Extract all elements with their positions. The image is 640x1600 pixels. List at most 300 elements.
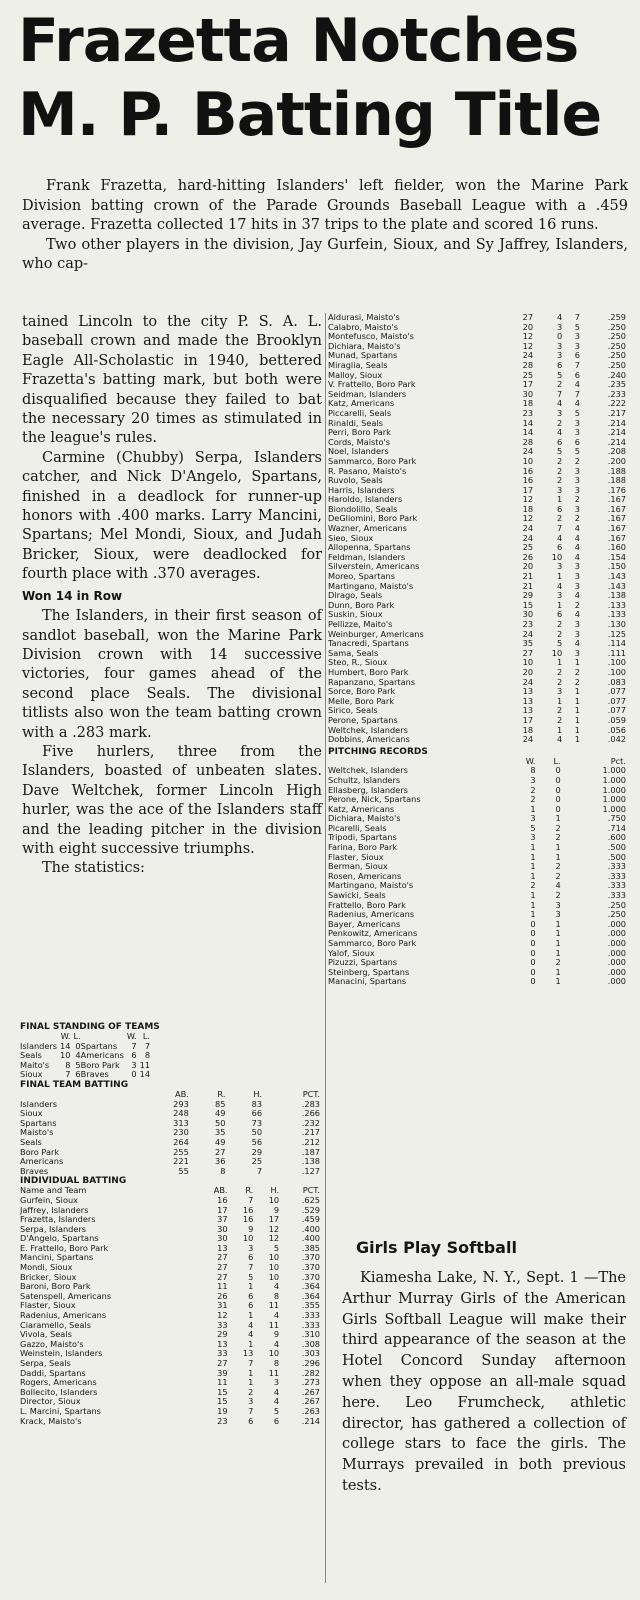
team-batting-row-cell: 55 (178, 1165, 189, 1176)
batting-row-cell: 6 (248, 1290, 254, 1301)
team-batting-row-cell: Maisto's (20, 1127, 54, 1138)
batting-row-cell: Miraglia, Seals (328, 360, 388, 370)
team-batting-row (20, 1138, 320, 1148)
pitching-row-cell: 1.000 (602, 794, 626, 805)
batting-row-cell: 31 (217, 1300, 228, 1311)
pitching-row-header-cell (328, 757, 504, 767)
batting-row-cell: Flaster, Sioux (20, 1300, 76, 1311)
batting-row-cell: 16 (522, 465, 534, 476)
batting-row-cell: 7 (556, 523, 563, 534)
lead-paragraph-1: Frank Frazetta, hard-hitting Islanders' left fielder, won the Marine Park Division batting crown of the Parade Grounds Baseball League with a .459 average. Frazetta collected 17 hits in 37 trips to the plate and scored 16 runs. (22, 178, 628, 233)
pitching-row-cell: Ellasberg, Islanders (328, 785, 408, 795)
batting-row-cell: 3 (574, 647, 580, 658)
batting-row-cell: Frazetta, Islanders (20, 1214, 96, 1225)
team-batting-row-cell: 7 (256, 1165, 263, 1176)
batting-row-cell: Feldman, Islanders (328, 552, 406, 562)
batting-row-cell: .250 (607, 321, 626, 332)
batting-row-cell: Seidman, Islanders (328, 389, 407, 399)
pitching-row (328, 862, 626, 872)
team-batting-row-cell: .138 (301, 1156, 320, 1167)
pitching-row (328, 824, 626, 834)
batting-row (328, 658, 626, 668)
batting-row (328, 447, 626, 457)
team-batting-row-cell: 85 (215, 1098, 226, 1109)
batting-row-cell: Pellizze, Maito's (328, 620, 393, 629)
standing-row-cell: 3 (131, 1059, 137, 1070)
batting-row-cell: 6 (556, 542, 563, 553)
pitching-row-cell: 1 (530, 803, 536, 814)
batting-row-cell: .310 (301, 1329, 320, 1340)
batting-row-cell: 10 (522, 657, 534, 668)
batting-row-cell: 10 (268, 1194, 280, 1205)
batting-row (328, 514, 626, 524)
batting-row-cell: Ruvolo, Seals (328, 476, 383, 486)
pitching-row-cell: .000 (607, 947, 626, 958)
pitching-row-cell: Dichiara, Maisto's (328, 814, 401, 824)
batting-row-cell: .133 (607, 609, 626, 620)
standings-table (20, 1032, 150, 1080)
batting-row-cell: .459 (301, 1214, 320, 1225)
batting-row-cell: 6 (556, 609, 563, 620)
batting-row-cell: 4 (273, 1386, 280, 1397)
standing-row-header-cell: W. (126, 1031, 137, 1041)
team-batting-row-header-cell: R. (217, 1088, 226, 1099)
batting-row-cell: 35 (522, 638, 534, 649)
batting-row-cell: 30 (217, 1223, 228, 1234)
pitching-row-cell: 1 (555, 966, 561, 977)
pitching-row (328, 891, 626, 901)
batting-row-cell: .214 (607, 427, 626, 438)
batting-row (328, 495, 626, 505)
batting-row (328, 390, 626, 400)
paragraph-statistics: The statistics: (42, 860, 145, 877)
batting-row-cell: Satenspell, Americans (20, 1290, 112, 1301)
batting-row-cell: 1 (574, 724, 580, 735)
batting-row-cell: .250 (607, 350, 626, 361)
batting-row-cell: 6 (556, 436, 563, 447)
batting-row-cell: .143 (607, 571, 626, 582)
standing-row-cell: 7 (131, 1040, 137, 1051)
pitching-row-cell: .714 (607, 822, 626, 833)
team-batting-row-cell: .266 (301, 1108, 320, 1119)
batting-row-cell: 1 (556, 657, 563, 668)
batting-row-cell: 3 (574, 619, 580, 629)
batting-row (328, 687, 626, 697)
batting-row-cell: .364 (301, 1290, 320, 1301)
batting-row-cell: 1 (248, 1377, 254, 1388)
batting-row-cell: 1 (556, 599, 563, 610)
batting-row-cell: 20 (522, 666, 534, 677)
pitching-row (328, 814, 626, 824)
batting-row-cell: 3 (574, 417, 580, 428)
batting-row-cell: 6 (574, 369, 580, 380)
batting-row-cell: Dirago, Seals (328, 591, 383, 601)
batting-row (328, 332, 626, 342)
batting-row-cell: .625 (301, 1194, 320, 1205)
batting-row-header-cell: AB. (213, 1185, 228, 1196)
batting-row (328, 562, 626, 572)
statistics-right (328, 313, 626, 987)
batting-row-cell: 4 (574, 638, 580, 649)
batting-row-cell: 4 (556, 398, 563, 409)
team-batting-row-cell: Braves (20, 1165, 49, 1176)
batting-row-cell: 13 (242, 1348, 254, 1359)
batting-row (328, 361, 626, 371)
team-batting-row (20, 1109, 320, 1119)
team-batting-row-cell: .232 (301, 1117, 320, 1128)
batting-row-cell: .160 (607, 542, 626, 553)
batting-row-cell: 17 (268, 1214, 280, 1225)
batting-row-cell: Baroni, Boro Park (20, 1281, 91, 1292)
batting-row-cell: Radenius, Americans (20, 1310, 107, 1321)
pitching-row-cell: 4 (555, 880, 561, 891)
batting-row-cell: Mancini, Spartans (20, 1252, 94, 1263)
batting-row-cell: 5 (574, 407, 580, 418)
team-batting-row-cell: Americans (20, 1156, 64, 1167)
batting-row-cell: 27 (217, 1271, 228, 1282)
batting-row-cell: .273 (301, 1377, 320, 1388)
pitching-row-cell: 1 (530, 842, 536, 853)
pitching-row-cell: 1 (530, 870, 536, 881)
pitching-row-cell: 1 (530, 899, 536, 910)
pitching-row (328, 968, 626, 978)
pitching-row-cell: 1 (555, 938, 561, 948)
batting-row-cell: .214 (607, 436, 626, 447)
batting-row-cell: 2 (574, 676, 580, 687)
batting-row-cell: .233 (607, 388, 626, 399)
batting-row-cell: 1 (556, 571, 563, 582)
pitching-row-cell: Rosen, Americans (328, 871, 402, 881)
batting-row-cell: .200 (607, 455, 626, 466)
pitching-title: PITCHING RECORDS (328, 746, 428, 757)
pitching-row-cell: 1 (555, 842, 561, 853)
batting-row-cell: .282 (301, 1367, 320, 1378)
batting-row (328, 476, 626, 486)
batting-row-cell: 6 (248, 1300, 254, 1311)
batting-row-cell: Daddi, Spartans (20, 1367, 86, 1378)
pitching-row-cell: 2 (555, 832, 561, 843)
team-batting-row-cell: 49 (215, 1108, 226, 1119)
batting-row-cell: 8 (273, 1290, 280, 1301)
team-batting-row-cell: 313 (173, 1117, 189, 1128)
team-batting-title: FINAL TEAM BATTING (20, 1079, 129, 1090)
batting-row-cell: 13 (522, 686, 534, 697)
batting-row-cell: 1 (574, 686, 580, 697)
pitching-row-cell: Sammarco, Boro Park (328, 939, 417, 948)
batting-row-cell: 2 (556, 417, 563, 428)
batting-row-cell: Gazzo, Maisto's (20, 1338, 84, 1349)
batting-row-cell: 30 (217, 1233, 228, 1244)
batting-row (328, 380, 626, 390)
batting-row-cell: 5 (248, 1271, 254, 1282)
pitching-row (328, 939, 626, 949)
pitching-row-cell: 3 (530, 832, 536, 843)
team-batting-row-cell: 221 (173, 1156, 189, 1167)
batting-row-cell: .267 (301, 1396, 320, 1407)
batting-row-cell: 11 (268, 1367, 280, 1378)
team-batting-row-cell: Spartans (20, 1117, 57, 1128)
headline-line-1: Frazetta Notches (18, 6, 579, 76)
batting-row-header-cell: PCT. (302, 1185, 320, 1196)
batting-row-cell: Weltchek, Islanders (328, 725, 408, 735)
batting-row-cell: 18 (522, 503, 534, 514)
batting-row (328, 649, 626, 659)
batting-row-cell: .222 (607, 398, 626, 409)
batting-row-cell: 13 (217, 1242, 228, 1253)
pitching-row-cell: 0 (555, 774, 561, 785)
batting-row-cell: 30 (522, 388, 534, 399)
batting-row-cell: 12 (522, 331, 534, 342)
pitching-row-cell: .000 (607, 928, 626, 939)
batting-row-cell: 10 (268, 1348, 280, 1359)
batting-row-cell: 3 (556, 350, 563, 361)
batting-row-cell: 4 (248, 1329, 254, 1340)
pitching-row-cell: 0 (530, 966, 536, 977)
batting-row-cell: 5 (556, 369, 563, 380)
pitching-row-cell: .333 (607, 880, 626, 891)
batting-row-cell: 3 (556, 484, 563, 495)
batting-row-cell: .167 (607, 513, 626, 524)
pitching-row-cell: Bayer, Americans (328, 919, 401, 929)
batting-row-cell: 13 (522, 705, 534, 716)
batting-row-cell: 2 (556, 465, 563, 476)
pitching-row-cell: 3 (530, 774, 536, 785)
pitching-row-cell: 1 (555, 813, 561, 824)
batting-row-cell: 28 (522, 359, 534, 370)
pitching-row (328, 920, 626, 930)
pitching-row-cell: 0 (530, 976, 536, 987)
batting-row-cell: .114 (607, 638, 626, 649)
pitching-row-cell: Farina, Boro Park (328, 843, 398, 853)
batting-row-cell: Bricker, Sioux (20, 1271, 77, 1282)
batting-row (328, 735, 626, 745)
batting-row-cell: 3 (574, 571, 580, 582)
lead-paragraph-2: Two other players in the division, Jay Gurfein, Sioux, and Sy Jaffrey, Islanders, who cap- (22, 236, 628, 272)
batting-row-cell: 7 (248, 1194, 254, 1205)
batting-row-cell: 2 (556, 676, 563, 687)
pitching-row-cell: Tripodi, Spartans (328, 833, 397, 843)
batting-row-cell: 3 (574, 628, 580, 639)
standing-row-cell: 8 (144, 1050, 151, 1061)
column-divider (325, 313, 326, 1583)
pitching-row-cell: 0 (555, 794, 561, 805)
batting-row-cell: .267 (301, 1386, 320, 1397)
batting-row (328, 582, 626, 592)
pitching-row-cell: .600 (607, 832, 626, 843)
batting-row-cell: 1 (574, 714, 580, 725)
batting-row (328, 697, 626, 707)
batting-row-cell: .303 (301, 1348, 320, 1359)
batting-row-cell: 27 (522, 647, 534, 658)
pitching-row-cell: .000 (607, 957, 626, 968)
batting-row (328, 313, 626, 323)
batting-row-cell: 12 (522, 494, 534, 505)
batting-row-cell: 4 (574, 609, 580, 620)
batting-row-cell: .250 (607, 331, 626, 342)
standing-row-header-cell: L. (142, 1031, 151, 1041)
batting-row-cell: Sieo, Sioux (328, 533, 374, 543)
batting-row-cell: Silverstein, Americans (328, 562, 420, 572)
batting-row-cell: .259 (607, 312, 626, 322)
batting-row-cell: Montefusco, Maisto's (328, 332, 414, 342)
team-batting-row-header-cell: AB. (174, 1088, 189, 1099)
batting-row-cell: 4 (556, 312, 563, 322)
batting-row (328, 524, 626, 534)
batting-row-cell: 4 (574, 590, 580, 601)
batting-row-cell: .154 (607, 551, 626, 562)
batting-row-cell: 10 (551, 551, 563, 562)
batting-row-cell: .355 (301, 1300, 320, 1311)
pitching-row-header-cell: W. (525, 755, 536, 766)
batting-row-cell: 4 (273, 1396, 280, 1407)
batting-row-header-cell: H. (270, 1185, 280, 1196)
batting-row-cell: 18 (522, 398, 534, 409)
batting-row-cell: Sirico, Seals (328, 706, 378, 716)
batting-row (328, 716, 626, 726)
batting-row-cell: .188 (607, 475, 626, 486)
batting-row-cell: 37 (217, 1214, 228, 1225)
batting-row-cell: .214 (607, 417, 626, 428)
batting-row-cell: 3 (556, 686, 563, 697)
batting-row-cell: 23 (522, 619, 534, 629)
batting-row-header-cell: Name and Team (20, 1185, 87, 1196)
batting-row-cell: Steo, R., Sioux (328, 658, 388, 668)
batting-row-cell: 5 (574, 446, 580, 457)
batting-row-cell: 15 (217, 1396, 228, 1407)
team-batting-row-cell: 255 (173, 1146, 189, 1157)
batting-row-cell: 2 (556, 475, 563, 486)
batting-row (328, 630, 626, 640)
statistics-left (20, 1022, 324, 1426)
batting-row-cell: Vivola, Seals (20, 1329, 72, 1340)
pitching-row-cell: 1 (555, 976, 561, 987)
batting-row (328, 553, 626, 563)
pitching-row-cell: 1 (555, 851, 561, 862)
pitching-row-cell: Penkowitz, Americans (328, 929, 418, 939)
pitching-row-cell: 1 (530, 851, 536, 862)
standing-row-cell: 14 (139, 1069, 151, 1080)
batting-row-cell: Sammarco, Boro Park (328, 456, 417, 466)
batting-row-cell: .059 (607, 714, 626, 725)
batting-row-cell: 24 (522, 734, 534, 745)
batting-row-cell: 30 (522, 609, 534, 620)
pitching-row-cell: Sawicki, Seals (328, 891, 386, 901)
pitching-row-header (328, 757, 626, 767)
batting-row (328, 610, 626, 620)
batting-row-cell: Moreo, Spartans (328, 572, 395, 582)
pitching-row-header-cell: L. (553, 755, 561, 766)
article-left-column (22, 313, 322, 879)
standing-row-cell: 4 (75, 1050, 81, 1061)
batting-row-cell: 21 (522, 571, 534, 582)
batting-row-cell: Mondi, Sioux (20, 1262, 73, 1273)
batting-row-cell: 3 (574, 331, 580, 342)
batting-row (328, 438, 626, 448)
pitching-row (328, 929, 626, 939)
team-batting-row-cell: Islanders (20, 1098, 58, 1109)
batting-row-cell: 17 (522, 484, 534, 495)
batting-row-cell: .296 (301, 1358, 320, 1368)
batting-row-cell: 10 (268, 1271, 280, 1282)
batting-row-cell: .308 (301, 1338, 320, 1349)
batting-row-cell: 10 (551, 647, 563, 658)
pitching-row-cell: .000 (607, 976, 626, 987)
batting-row-cell: .263 (301, 1405, 320, 1416)
standing-row-cell: 0 (131, 1069, 137, 1080)
pitching-row (328, 795, 626, 805)
team-batting-row-cell: .283 (301, 1098, 320, 1109)
batting-row (328, 601, 626, 611)
batting-row-cell: 13 (522, 695, 534, 706)
batting-row-cell: 7 (574, 312, 580, 322)
pitching-row-cell: Martingano, Maisto's (328, 881, 414, 891)
batting-row (328, 678, 626, 688)
batting-row-cell: 3 (574, 503, 580, 514)
batting-row-cell: 3 (574, 484, 580, 495)
batting-row-cell: 5 (574, 321, 580, 332)
standing-row-cell: 5 (75, 1059, 81, 1070)
team-batting-row (20, 1167, 320, 1177)
batting-row-cell: Wazner, Americans (328, 524, 407, 534)
batting-row-cell: .250 (607, 340, 626, 351)
batting-row-cell: 10 (268, 1252, 280, 1263)
standing-row-cell: 7 (144, 1040, 151, 1051)
batting-row-cell: 6 (574, 350, 580, 361)
standing-row-cell: 10 (60, 1050, 71, 1061)
pitching-row-cell: 1 (555, 928, 561, 939)
pitching-row-cell: 0 (530, 957, 536, 968)
batting-row-cell: 24 (522, 676, 534, 687)
batting-row-cell: .529 (301, 1204, 320, 1215)
batting-row-cell: .130 (607, 619, 626, 629)
individual-batting-title: INDIVIDUAL BATTING (20, 1176, 127, 1187)
pitching-row-cell: Weltchek, Islanders (328, 766, 408, 776)
batting-row-cell: Sama, Seals (328, 648, 379, 658)
batting-row-cell: 4 (574, 379, 580, 390)
batting-row-cell: 3 (556, 321, 563, 332)
pitching-row-cell: Perone, Nick, Spartans (328, 795, 421, 805)
batting-row-cell: 2 (574, 455, 580, 466)
team-batting-row-cell: Boro Park (20, 1146, 60, 1157)
batting-row-cell: 24 (522, 350, 534, 361)
standing-row-cell: 8 (65, 1059, 71, 1070)
batting-row-cell: .042 (607, 734, 626, 745)
team-batting-row-cell: 50 (215, 1117, 226, 1128)
team-batting-row-cell: 248 (173, 1108, 189, 1119)
pitching-row (328, 853, 626, 863)
batting-row-cell: 3 (556, 590, 563, 601)
batting-row-cell: 33 (217, 1319, 228, 1330)
pitching-row-cell: 2 (555, 870, 561, 881)
pitching-row-cell: 2 (530, 784, 536, 795)
batting-row-cell: 8 (273, 1358, 280, 1368)
batting-row (328, 543, 626, 553)
batting-row-cell: 3 (556, 340, 563, 351)
batting-row-cell: 26 (522, 551, 534, 562)
batting-row-cell: .111 (607, 647, 626, 658)
batting-row-cell: 24 (522, 523, 534, 534)
batting-row-cell: Malloy, Sioux (328, 370, 383, 380)
softball-headline: Girls Play Softball (356, 1238, 517, 1257)
batting-row-cell: 10 (242, 1233, 254, 1244)
pitching-row-cell: 2 (530, 794, 536, 805)
batting-row-cell: .385 (301, 1242, 320, 1253)
batting-row-cell: R. Pasano, Maisto's (328, 466, 407, 476)
pitching-row-header-cell: Pct. (610, 755, 626, 766)
batting-row-cell: .167 (607, 532, 626, 543)
batting-row-cell: 4 (574, 532, 580, 543)
batting-row-cell: 27 (217, 1262, 228, 1273)
